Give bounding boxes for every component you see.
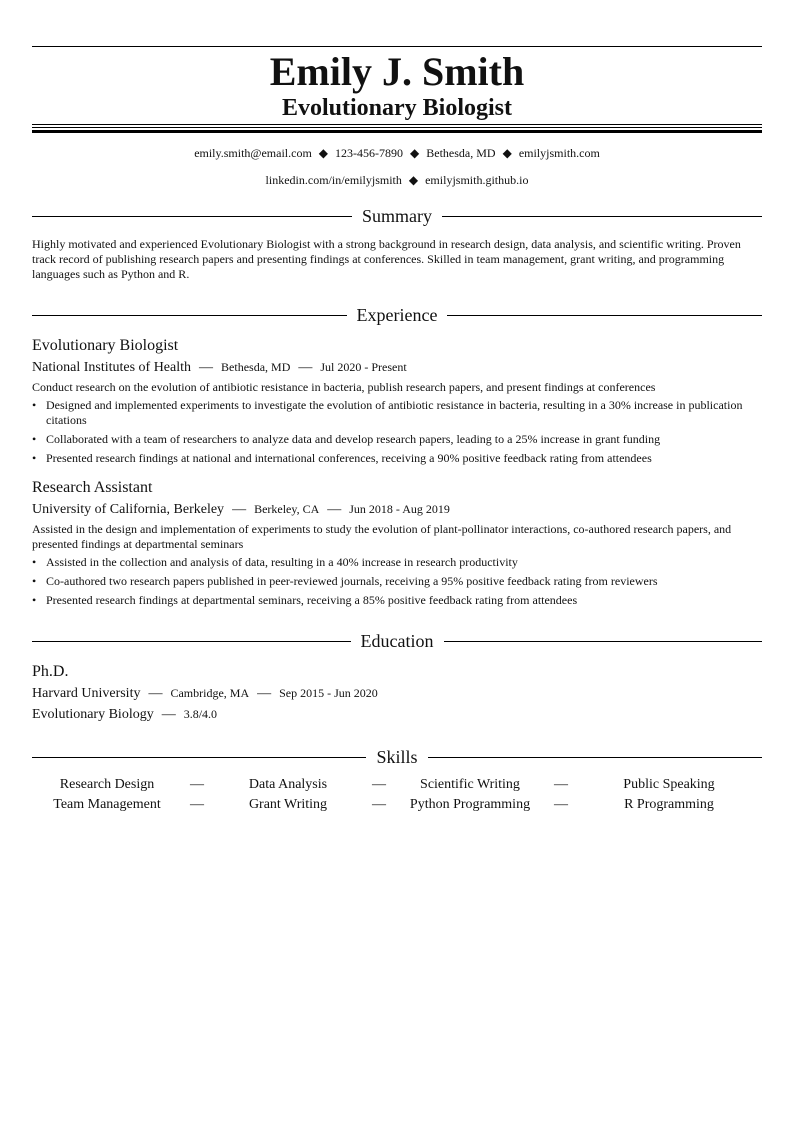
skill-item: Team Management	[53, 797, 161, 812]
skill-separator: —	[554, 797, 568, 812]
job-org: University of California, Berkeley	[32, 502, 225, 517]
contact-block	[32, 146, 762, 187]
dash: —	[298, 360, 313, 375]
dash: —	[232, 502, 247, 517]
candidate-title: Evolutionary Biologist	[281, 95, 513, 121]
bullet-icon: •	[32, 451, 37, 465]
bullet-icon: •	[32, 398, 37, 412]
contact-row-1	[32, 146, 762, 160]
job-entry	[32, 478, 762, 608]
contact-location: Bethesda, MD	[426, 146, 496, 160]
diamond-icon: ◆	[408, 173, 419, 187]
list-item: • Co-authored two research papers published in peer-reviewed journals, receiving a 95% positive feedback rating from reviewers	[32, 574, 658, 588]
contact-row-2	[32, 173, 762, 187]
summary-heading-label: Summary	[362, 206, 432, 226]
education-heading-label: Education	[360, 631, 434, 651]
education-heading	[32, 630, 762, 652]
resume-page	[32, 46, 762, 813]
job-org-line	[32, 500, 762, 519]
contact-github[interactable]: emilyjsmith.github.io	[425, 173, 529, 187]
bullet-icon: •	[32, 574, 37, 588]
dash: —	[161, 707, 176, 722]
skill-item: Data Analysis	[248, 777, 328, 792]
dash: —	[257, 686, 272, 701]
degree: Ph.D.	[32, 663, 69, 680]
dash: —	[327, 502, 342, 517]
job-location: Bethesda, MD	[221, 360, 291, 374]
job-dates: Jul 2020 - Present	[320, 360, 407, 374]
list-item: • Assisted in the collection and analysis of data, resulting in a 40% increase in research productivity	[32, 555, 518, 569]
job-dates: Jun 2018 - Aug 2019	[349, 502, 450, 516]
list-item: • Designed and implemented experiments to investigate the evolution of antibiotic resistance in bacteria, resulting in a 30% increase in publication citations	[32, 398, 743, 427]
contact-phone: 123-456-7890	[335, 146, 404, 160]
list-item: • Presented research findings at departmental seminars, receiving a 85% positive feedback rating from attendees	[32, 593, 578, 607]
field-of-study: Evolutionary Biology	[32, 707, 154, 722]
bullet-icon: •	[32, 432, 37, 446]
job-bullets	[32, 398, 762, 466]
job-org: National Institutes of Health	[32, 360, 192, 375]
skills-heading	[32, 746, 762, 768]
diamond-icon: ◆	[410, 146, 420, 160]
contact-website[interactable]: emilyjsmith.com	[518, 146, 600, 160]
education-field-line	[32, 705, 762, 724]
dash: —	[148, 686, 163, 701]
contact-linkedin[interactable]: linkedin.com/in/emilyjsmith	[265, 173, 402, 187]
experience-heading	[32, 304, 762, 326]
job-description: Conduct research on the evolution of antibiotic resistance in bacteria, publish research papers, and present findings at conferences	[32, 380, 656, 394]
job-description: Assisted in the design and implementation of experiments to study the evolution of plant-pollinator interactions, co-authored research papers, and presented findings at departmental seminars	[32, 522, 732, 551]
skill-item: Scientific Writing	[420, 777, 520, 792]
school: Harvard University	[32, 686, 141, 701]
list-item: • Presented research findings at national and international conferences, receiving a 90% positive feedback rating from attendees	[32, 451, 652, 465]
dash: —	[199, 360, 214, 375]
skill-item: Grant Writing	[248, 797, 328, 812]
diamond-icon: ◆	[318, 146, 329, 160]
education-school-line	[32, 684, 762, 703]
skill-item: Public Speaking	[623, 777, 715, 792]
school-dates: Sep 2015 - Jun 2020	[279, 686, 378, 700]
summary-heading	[32, 205, 762, 227]
candidate-name: Emily J. Smith	[269, 49, 525, 94]
bullet-icon: •	[32, 593, 37, 607]
job-org-line	[32, 358, 762, 377]
contact-email: emily.smith@email.com	[194, 146, 312, 160]
bullet-icon: •	[32, 555, 37, 569]
job-entry	[32, 336, 762, 466]
skill-item: Research Design	[59, 777, 155, 792]
skill-separator: —	[190, 777, 204, 792]
skill-separator: —	[372, 797, 386, 812]
skills-heading-label: Skills	[376, 747, 418, 767]
skill-item: R Programming	[624, 797, 714, 812]
job-location: Berkeley, CA	[254, 502, 320, 516]
skill-separator: —	[372, 777, 386, 792]
skill-separator: —	[190, 797, 204, 812]
skill-separator: —	[554, 777, 568, 792]
skill-item: Python Programming	[409, 797, 531, 812]
job-title: Evolutionary Biologist	[32, 337, 179, 354]
list-item: • Collaborated with a team of researchers to analyze data and develop research papers, leading to a 25% increase in grant funding	[32, 432, 661, 446]
education-entry	[32, 662, 762, 724]
summary-text: Highly motivated and experienced Evolutionary Biologist with a strong background in research design, data analysis, and scientific writing. Proven track record of publishing research papers and presenting findings at conferences. Skilled in team management, grant writing, and programming languages such as Python and R.	[32, 237, 741, 281]
header-rule	[32, 124, 762, 133]
school-location: Cambridge, MA	[170, 686, 250, 700]
experience-heading-label: Experience	[356, 305, 438, 325]
top-rule	[32, 46, 762, 47]
gpa: 3.8/4.0	[183, 707, 218, 721]
skills-grid	[32, 776, 762, 813]
job-bullets	[32, 555, 762, 608]
diamond-icon: ◆	[502, 146, 512, 160]
job-title: Research Assistant	[32, 479, 153, 496]
